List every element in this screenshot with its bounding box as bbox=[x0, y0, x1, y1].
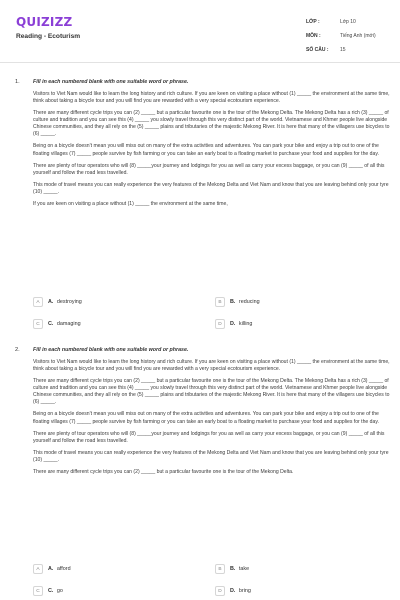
option-label: C. bbox=[48, 588, 54, 594]
meta-row-class bbox=[306, 15, 396, 29]
option-label: A. bbox=[48, 566, 54, 572]
option-letter-box: D bbox=[215, 319, 225, 329]
question-body bbox=[33, 79, 392, 214]
option-label: D. bbox=[230, 321, 236, 327]
option-letter-box: D bbox=[215, 586, 225, 596]
option-label: B. bbox=[230, 299, 236, 305]
question-number: 1. bbox=[15, 79, 20, 85]
passage-paragraph: This mode of travel means you can really experience the very features of the Mekong Delta and Viet Nam and know that you are leaving behind only your tyre (10) _____. bbox=[33, 449, 389, 463]
option-a[interactable] bbox=[33, 562, 203, 576]
option-b[interactable] bbox=[215, 562, 385, 576]
option-text: afford bbox=[56, 566, 71, 572]
option-label: A. bbox=[48, 299, 54, 305]
meta-row-subject bbox=[306, 29, 396, 43]
worksheet-title: Reading - Ecoturism bbox=[16, 33, 81, 40]
meta-row-count bbox=[306, 43, 396, 57]
question-stem: If you are keen on visiting a place without (1) _____ the environment at the same time, bbox=[33, 200, 228, 207]
question-instruction: Fill in each numbered blank with one suitable word or phrase. bbox=[33, 347, 189, 353]
passage-paragraph: There are many different cycle trips you can (2) _____ but a particular favourite one is the tour of the Mekong Delta. The Mekong Delta has a rich (3) _____ of culture and tradition and you can see this (4) _____ you slowly travel through this very distinct part of the world. Vietnamese and Khmer people live alongside Chinese communities, and they all rely on the (5) _____ plains and tributaries of the majestic Mekong River. It is here that many of the villagers use bicycles to (6) _____. bbox=[33, 110, 390, 138]
passage-paragraph: Being on a bicycle doesn't mean you will miss out on many of the extra activities and adventures. You can park your bike and enjoy a trip out to one of the floating villages (7) _____ people survive by fish farming or you can take an early boat to a floating market to purchase your food and supplies for the day. bbox=[33, 143, 379, 157]
passage-paragraph: There are plenty of tour operators who will (8) _____your journey and lodgings for you as well as carry your excess baggage, or you can (9) _____ of all this yourself and follow the road less travelled. bbox=[33, 430, 385, 444]
header-divider bbox=[0, 62, 400, 63]
question-2 bbox=[15, 347, 392, 567]
option-letter-box: C bbox=[33, 586, 43, 596]
option-text: damaging bbox=[56, 321, 81, 327]
option-label: D. bbox=[230, 588, 236, 594]
option-d[interactable] bbox=[215, 317, 385, 331]
option-label: C. bbox=[48, 321, 54, 327]
passage-paragraph: There are plenty of tour operators who will (8) _____your journey and lodgings for you as well as carry your excess baggage, or you can (9) _____ of all this yourself and follow the road less travelled. bbox=[33, 162, 385, 176]
option-c[interactable] bbox=[33, 584, 203, 598]
meta-key: LỚP : bbox=[306, 19, 320, 25]
passage-paragraph: Visitors to Viet Nam would like to learn the long history and rich culture. If you are keen on visiting a place without (1) _____ the environment at the same time, think about taking a bicycle tour and you will find you are rewarded with a very special ecotourism experience. bbox=[33, 359, 390, 373]
question-number: 2. bbox=[15, 347, 20, 353]
option-letter-box: B bbox=[215, 564, 225, 574]
option-c[interactable] bbox=[33, 317, 203, 331]
question-instruction: Fill in each numbered blank with one suitable word or phrase. bbox=[33, 79, 189, 85]
option-label: B. bbox=[230, 566, 236, 572]
option-text: bring bbox=[238, 588, 251, 594]
passage-paragraph: Being on a bicycle doesn't mean you will miss out on many of the extra activities and adventures. You can park your bike and enjoy a trip out to one of the floating villages (7) _____ people survive by fish farming or you can take an early boat to a floating market to purchase your food and supplies for the day. bbox=[33, 411, 379, 425]
option-d[interactable] bbox=[215, 584, 385, 598]
meta-value: 15 bbox=[340, 47, 346, 53]
option-text: reducing bbox=[238, 299, 260, 305]
option-b[interactable] bbox=[215, 295, 385, 309]
option-text: killing bbox=[238, 321, 253, 327]
passage-paragraph: There are many different cycle trips you can (2) _____ but a particular favourite one is the tour of the Mekong Delta. The Mekong Delta has a rich (3) _____ of culture and tradition and you can see this (4) _____ you slowly travel through this very distinct part of the world. Vietnamese and Khmer people live alongside Chinese communities, and they all rely on the (5) _____ plains and tributaries of the majestic Mekong River. It is here that many of the villagers use bicycles to (6) _____. bbox=[33, 378, 390, 406]
option-text: destroying bbox=[56, 299, 82, 305]
page-header bbox=[0, 0, 400, 62]
meta-key: SỐ CÂU : bbox=[306, 47, 329, 53]
question-stem: There are many different cycle trips you can (2) _____ but a particular favourite one is the tour of the Mekong Delta. bbox=[33, 468, 294, 475]
meta-value: Lớp 10 bbox=[340, 19, 356, 25]
option-letter-box: B bbox=[215, 297, 225, 307]
option-letter-box: C bbox=[33, 319, 43, 329]
option-text: go bbox=[56, 588, 63, 594]
option-a[interactable] bbox=[33, 295, 203, 309]
option-letter-box: A bbox=[33, 564, 43, 574]
option-letter-box: A bbox=[33, 297, 43, 307]
worksheet-meta bbox=[306, 15, 396, 57]
meta-value: Tiếng Anh (mới) bbox=[340, 33, 376, 39]
meta-key: MÔN : bbox=[306, 33, 321, 39]
quizizz-logo: QUIZIZZ bbox=[16, 15, 73, 29]
passage-paragraph: This mode of travel means you can really experience the very features of the Mekong Delta and Viet Nam and know that you are leaving behind only your tyre (10) _____. bbox=[33, 181, 389, 195]
question-body bbox=[33, 347, 392, 482]
option-text: take bbox=[238, 566, 250, 572]
passage-paragraph: Visitors to Viet Nam would like to learn the long history and rich culture. If you are keen on visiting a place without (1) _____ the environment at the same time, think about taking a bicycle tour and you will find you are rewarded with a very special ecotourism experience. bbox=[33, 91, 390, 105]
